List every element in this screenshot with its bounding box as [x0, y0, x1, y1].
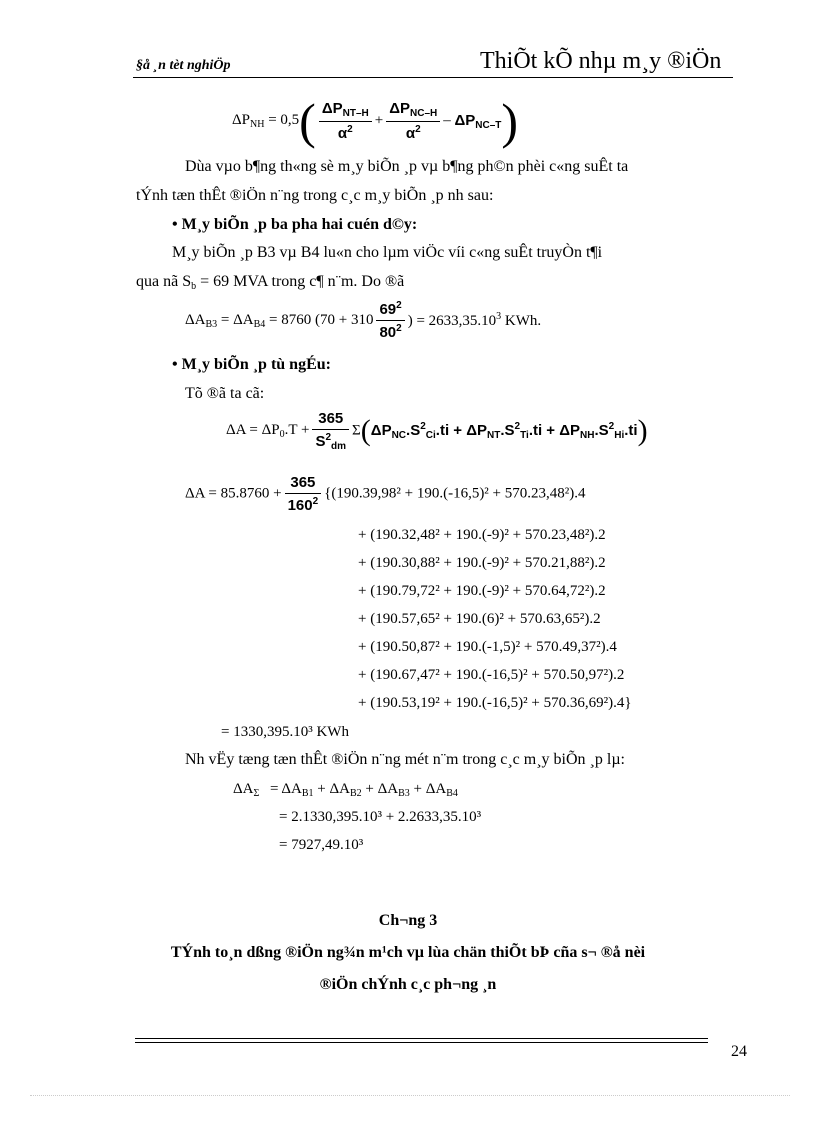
calc-row: {(190.39,98² + 190.(-16,5)² + 570.23,48²).4	[324, 485, 586, 502]
footer-rule-bottom	[135, 1042, 708, 1043]
bullet-two-winding: • M¸y biÕn ¸p ba pha hai cuén d©y:	[172, 216, 418, 233]
para2-line2: qua nã $S_b = 69$ MVA trong c¶ n¨m. Do ®ã	[136, 273, 405, 292]
chapter-title-line2: ®iÖn chÝnh c¸c ph¬ng ¸n	[319, 976, 497, 993]
calc-row: + (190.50,87² + 190.(-1,5)² + 570.49,37²).4	[358, 639, 617, 655]
calc-row: + (190.67,47² + 190.(-16,5)² + 570.50,97²).2	[358, 667, 625, 683]
equation-pnh: $\Delta P_{NH} = 0,5$( $\frac{\Delta P_{NT-H}}{\alpha^2}$ + $\frac{\Delta P_{NC-H}}{\alpha^2}$ – $\Delta P_{NC-T}$)	[232, 93, 519, 149]
calc-row: + (190.57,65² + 190.(6)² + 570.63,65²).2	[358, 611, 601, 627]
footer-rule-top	[135, 1038, 708, 1039]
equation-general: $\Delta A = \Delta P_0.T$ + $\frac{365}{S^2_{dm}}$ $\Sigma(\Delta P_{NC}.S^2_{Ci}.ti + \Delta P_{NT}.S^2_{Ti}.ti + \Delta P_{NH}.S^2_{Hi}.ti)$	[226, 410, 648, 452]
para1-line1: Dùa vµo b¶ng th«ng sè m¸y biÕn ¸p vµ b¶ng ph©n phèi c«ng suÊt ta	[185, 158, 629, 175]
page-bottom-edge	[30, 1095, 790, 1096]
equation-calc-head: ΔA = 85.8760 + $\frac{365}{160^2}$ {(190.39,98² + 190.(-16,5)² + 570.23,48²).4	[185, 474, 586, 514]
equation-total-lhs: $\Delta A_\Sigma$	[233, 781, 260, 799]
summary-text: Nh vËy tæng tæn thÊt ®iÖn n¨ng mét n¨m trong c¸c m¸y biÕn ¸p lµ:	[185, 751, 625, 768]
header-right: ThiÕt kÕ nhµ m¸y ®iÖn	[480, 48, 722, 74]
equation-total-row1: = $\Delta A_{B1} + \Delta A_{B2} + \Delta A_{B3} + \Delta A_{B4}$	[270, 781, 458, 799]
header-left: §å ¸n tèt nghiÖp	[136, 58, 231, 73]
equation-total-row3: = 7927,49.10³	[279, 837, 364, 853]
bullet-autotransformer: • M¸y biÕn ¸p tù ngÉu:	[172, 356, 331, 373]
equation-total-row2: = 2.1330,395.10³ + 2.2633,35.10³	[279, 809, 482, 825]
calc-result: = 1330,395.10³ KWh	[221, 724, 349, 740]
from-that-text: Tõ ®ã ta cã:	[185, 385, 265, 402]
equation-ab3: $\Delta A_{B3} = \Delta A_{B4} = 8760$ (70 + 310 $\frac{69^2}{80^2}$ ) = $2633,35.10^3$ KWh.	[185, 300, 542, 341]
header-rule	[133, 77, 733, 78]
calc-row: + (190.79,72² + 190.(-9)² + 570.64,72²).2	[358, 583, 606, 599]
calc-row: + (190.30,88² + 190.(-9)² + 570.21,88²).2	[358, 555, 606, 571]
chapter-number: Ch¬ng 3	[378, 912, 438, 929]
para2-line1: M¸y biÕn ¸p B3 vµ B4 lu«n cho lµm viÖc víi c«ng suÊt truyÒn t¶i	[172, 244, 603, 261]
chapter-title-line1: TÝnh to¸n dßng ®iÖn ng¾n m¹ch vµ lùa chän thiÕt bÞ cña s¬ ®å nèi	[170, 944, 646, 961]
para1-line2: tÝnh tæn thÊt ®iÖn n¨ng trong c¸c m¸y biÕn ¸p nh sau:	[136, 187, 494, 204]
page-number: 24	[731, 1043, 747, 1060]
calc-row: + (190.32,48² + 190.(-9)² + 570.23,48²).2	[358, 527, 606, 543]
calc-row: + (190.53,19² + 190.(-16,5)² + 570.36,69²).4}	[358, 695, 632, 711]
